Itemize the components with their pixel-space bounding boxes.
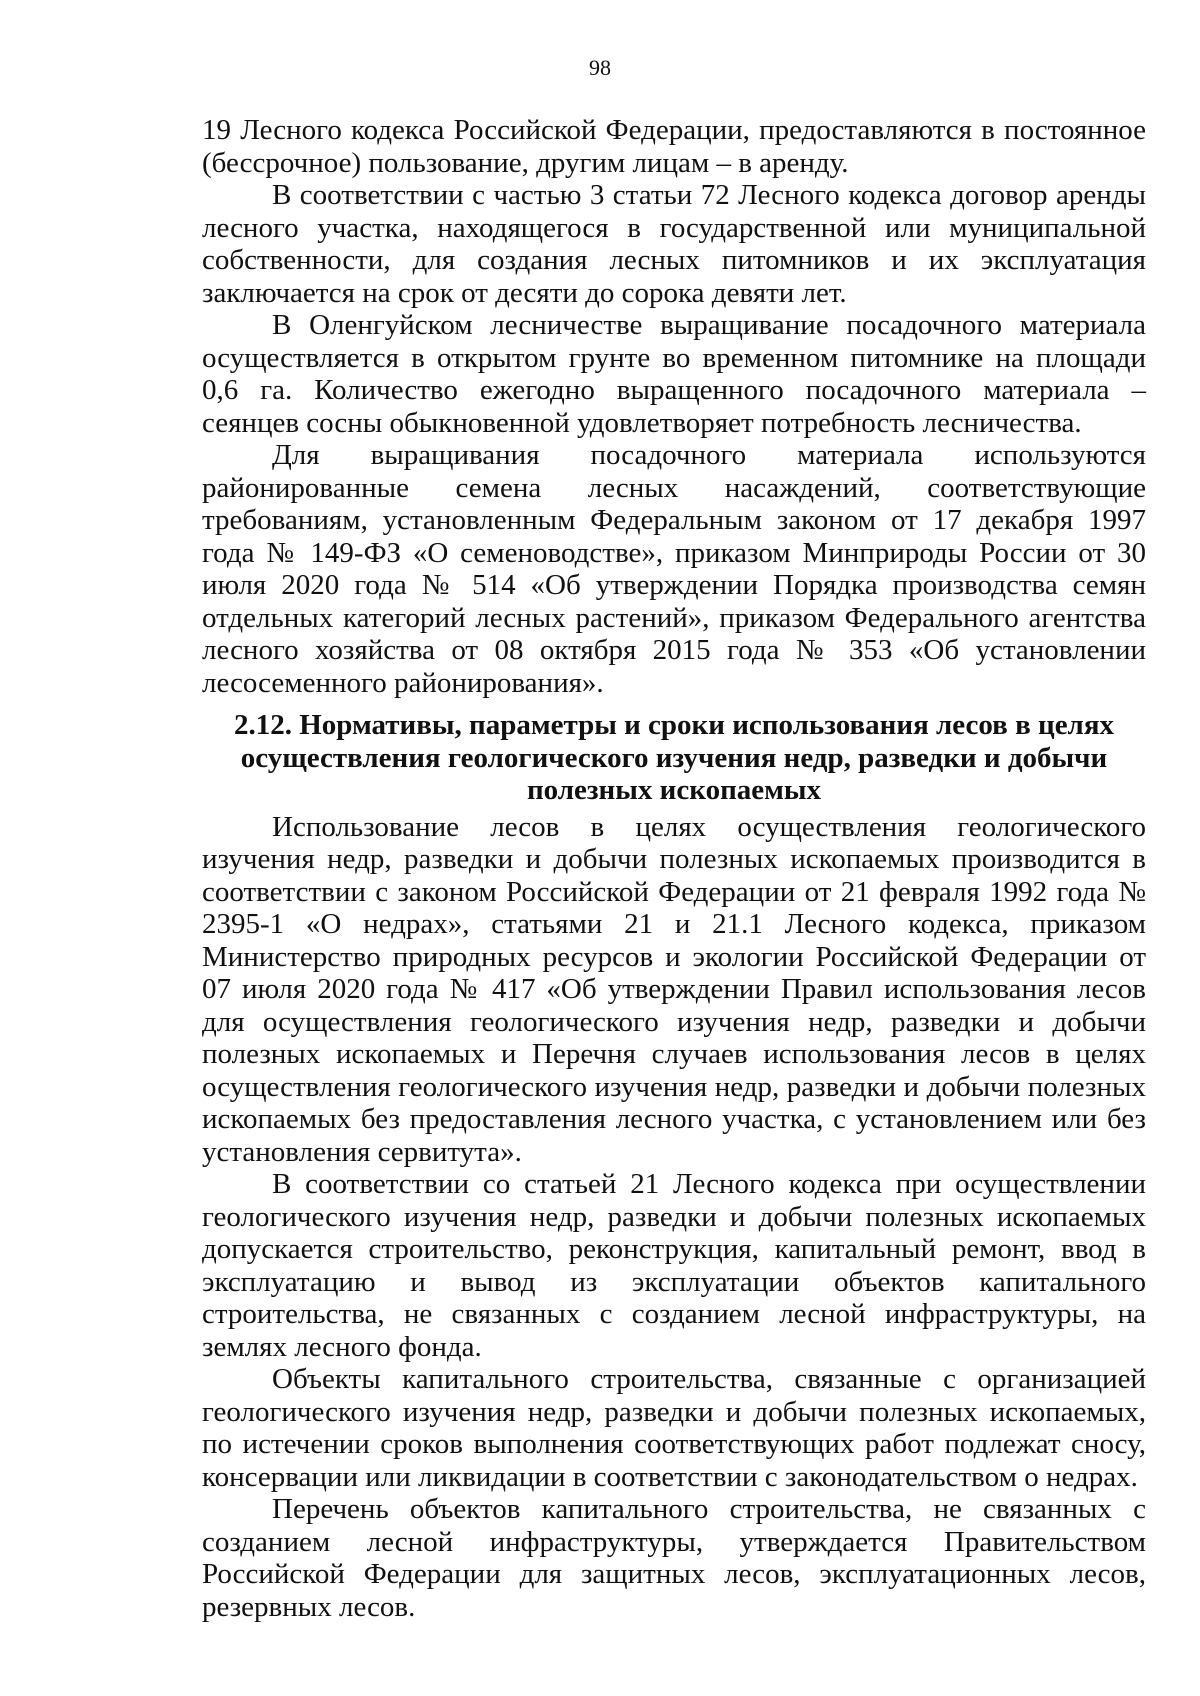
paragraph-continuation: 19 Лесного кодекса Российской Федерации, предоставляются в постоянное (бессрочное) пользование, другим лицам – в аренду. [202,114,1146,179]
section-heading-line-1: 2.12. Нормативы, параметры и сроки использования лесов в целях [233,709,1115,741]
paragraph-demolition: Объекты капитального строительства, связанные с организацией геологического изучения недр, разведки и добычи полезных ископаемых, по истечении сроков выполнения соответствующих работ подлежат сносу, консервации или ликвидации в соответствии с законодательством о недрах. [202,1363,1146,1493]
paragraph-nursery: В Оленгуйском лесничестве выращивание посадочного материала осуществляется в открытом грунте во временном питомнике на площади 0,6 га. Количество ежегодно выращенного посадочного материала – сеянцев сосны обыкновенной удовлетворяет потребность лесничества. [202,309,1146,439]
page-number: 98 [589,55,611,80]
paragraph-geology-use: Использование лесов в целях осуществления геологического изучения недр, разведки и добычи полезных ископаемых производится в соответствии с законом Российской Федерации от 21 февраля 1992 года № 2395-1 «О недрах», статьями 21 и 21.1 Лесного кодекса, приказом Министерство природных ресурсов и экологии Российской Федерации от 07 июля 2020 года № 417 «Об утверждении Правил использования лесов для осуществления геологического изучения недр, разведки и добычи полезных ископаемых и Перечня случаев использования лесов в целях осуществления геологического изучения недр, разведки и добычи полезных ископаемых без предоставления лесного участка, с установлением или без установления сервитута». [202,810,1146,1168]
section-heading [202,709,1146,807]
paragraph-seeds: Для выращивания посадочного материала используются районированные семена лесных насаждений, соответствующие требованиям, установленным Федеральным законом от 17 декабря 1997 года № 149-ФЗ «О семеноводстве», приказом Минприроды России от 30 июля 2020 года № 514 «Об утверждении Порядка производства семян отдельных категорий лесных растений», приказом Федерального агентства лесного хозяйства от 08 октября 2015 года № 353 «Об установлении лесосеменного районирования». [202,439,1146,699]
paragraph-object-list: Перечень объектов капитального строительства, не связанных с созданием лесной инфраструктуры, утверждается Правительством Российской Федерации для защитных лесов, эксплуатационных лесов, резервных лесов. [202,1493,1146,1623]
section-heading-line-2: осуществления геологического изучения недр, разведки и добычи [240,741,1108,774]
paragraph-construction-allowed: В соответствии со статьей 21 Лесного кодекса при осуществлении геологического изучения недр, разведки и добычи полезных ископаемых допускается строительство, реконструкция, капитальный ремонт, ввод в эксплуатацию и вывод из эксплуатации объектов капитального строительства, не связанных с созданием лесной инфраструктуры, на землях лесного фонда. [202,1168,1146,1363]
page-body [202,114,1146,1623]
paragraph-lease-term: В соответствии с частью 3 статьи 72 Лесного кодекса договор аренды лесного участка, находящегося в государственной или муниципальной собственности, для создания лесных питомников и их эксплуатация заключается на срок от десяти до сорока девяти лет. [202,179,1146,309]
section-heading-line-3: полезных ископаемых [526,774,822,806]
